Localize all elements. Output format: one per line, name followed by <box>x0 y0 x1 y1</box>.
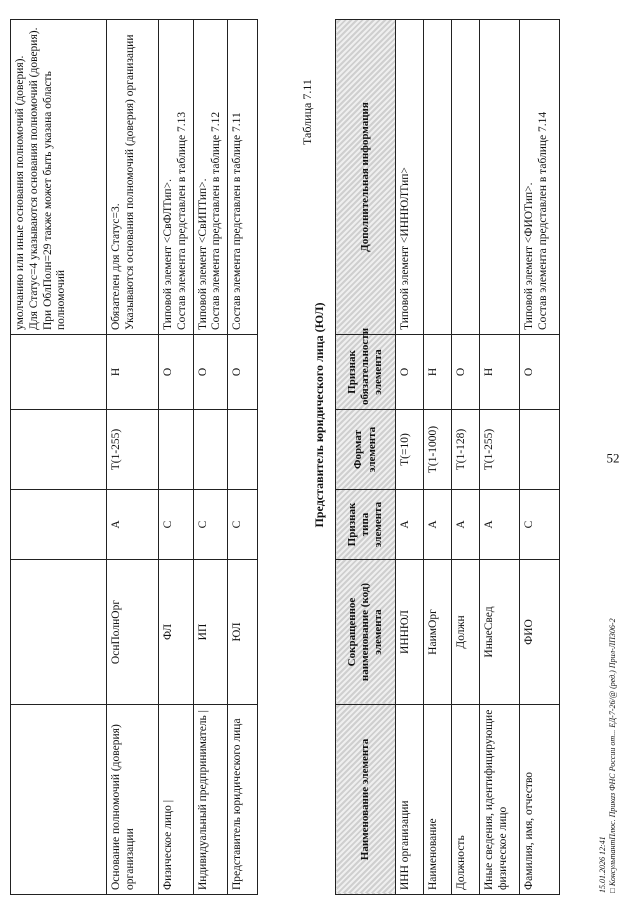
cell-name <box>11 705 107 895</box>
legal-entity-representative-table <box>335 19 560 895</box>
cell-info: Типовой элемент <ИННЮЛТип> <box>396 20 424 335</box>
cell-info: Типовой элемент <ФИОТип>. Состав элемента представлен в таблице 7.14 <box>520 20 560 335</box>
cell-code: Должн <box>452 560 480 705</box>
cell-format: T(1-255) <box>107 410 159 490</box>
cell-type: А <box>424 490 452 560</box>
cell-info: Обязателен для Статус=3. Указываются основания полномочий (доверия) организации <box>107 20 159 335</box>
cell-format: T(1-1000) <box>424 410 452 490</box>
footer-line-source: □ КонсультантПлюс. Приказ ФНС России от... ЕД-7-26/@ (ред.) Прил-ЛП306-2 <box>608 618 617 893</box>
cell-info <box>424 20 452 335</box>
table-row <box>11 20 107 895</box>
header-name: Наименование элемента <box>336 705 396 895</box>
cell-format: T(=10) <box>396 410 424 490</box>
cell-name: Наименование <box>424 705 452 895</box>
cell-code: ИП <box>193 560 228 705</box>
cell-name: Индивидуальный предприниматель | <box>193 705 228 895</box>
cell-type: А <box>107 490 159 560</box>
cell-type: С <box>228 490 258 560</box>
cell-code: НаимОрг <box>424 560 452 705</box>
header-code: Сокращенное наименование (код) элемента <box>336 560 396 705</box>
cell-required <box>11 335 107 410</box>
cell-info <box>480 20 520 335</box>
cell-name: Иные сведения, идентифицирующие физическое лицо <box>480 705 520 895</box>
section-title: Представитель юридического лица (ЮЛ) <box>312 302 326 528</box>
cell-required: О <box>452 335 480 410</box>
table-row <box>480 20 520 895</box>
cell-required: Н <box>424 335 452 410</box>
cell-info: Типовой элемент <СвИПТип>. Состав элемента представлен в таблице 7.12 <box>193 20 228 335</box>
table-row <box>424 20 452 895</box>
cell-format <box>11 410 107 490</box>
cell-name: Фамилия, имя, отчество <box>520 705 560 895</box>
table-row <box>452 20 480 895</box>
cell-format <box>159 410 194 490</box>
cell-format <box>520 410 560 490</box>
cell-code <box>11 560 107 705</box>
table-row <box>228 20 258 895</box>
cell-required: О <box>396 335 424 410</box>
cell-name: Физическое лицо | <box>159 705 194 895</box>
table-row <box>107 20 159 895</box>
table-row <box>193 20 228 895</box>
cell-format <box>193 410 228 490</box>
cell-required: Н <box>107 335 159 410</box>
cell-format: T(1-255) <box>480 410 520 490</box>
cell-info: Типовой элемент <СвФЛТип>. Состав элемента представлен в таблице 7.13 <box>159 20 194 335</box>
cell-info <box>452 20 480 335</box>
cell-format: T(1-128) <box>452 410 480 490</box>
cell-type: А <box>480 490 520 560</box>
cell-required: Н <box>480 335 520 410</box>
cell-info: Состав элемента представлен в таблице 7.11 <box>228 20 258 335</box>
cell-required: О <box>193 335 228 410</box>
table-caption: Таблица 7.11 <box>300 79 314 145</box>
cell-code: ОснПолнОрг <box>107 560 159 705</box>
cell-type: А <box>396 490 424 560</box>
cell-type <box>11 490 107 560</box>
footer-line-date: 15.01.2026 12:41 <box>598 836 607 893</box>
cell-format <box>228 410 258 490</box>
cell-required: О <box>228 335 258 410</box>
table-row <box>520 20 560 895</box>
cell-name: ИНН организации <box>396 705 424 895</box>
continued-elements-table <box>10 19 258 895</box>
footer-stamp <box>598 618 618 893</box>
cell-code: ФЛ <box>159 560 194 705</box>
cell-type: С <box>520 490 560 560</box>
page-number: 52 <box>606 450 620 466</box>
cell-type: С <box>193 490 228 560</box>
table-header-row <box>336 20 396 895</box>
cell-required: О <box>520 335 560 410</box>
cell-code: ИныеСвед <box>480 560 520 705</box>
cell-name: Представитель юридического лица <box>228 705 258 895</box>
cell-name: Основание полномочий (доверия) организации <box>107 705 159 895</box>
cell-code: ФИО <box>520 560 560 705</box>
cell-required: О <box>159 335 194 410</box>
header-required: Признак обязательности элемента <box>336 335 396 410</box>
cell-type: С <box>159 490 194 560</box>
cell-code: ИННЮЛ <box>396 560 424 705</box>
cell-info: умолчанию или иные основания полномочий (доверия). Для Статус=4 указываются основания полномочий (доверия). При ОблПолн=29 также может быть указана область полномочий <box>11 20 107 335</box>
cell-type: А <box>452 490 480 560</box>
header-type: Признак типа элемента <box>336 490 396 560</box>
table-row <box>396 20 424 895</box>
cell-name: Должность <box>452 705 480 895</box>
table-row <box>159 20 194 895</box>
header-format: Формат элемента <box>336 410 396 490</box>
cell-code: ЮЛ <box>228 560 258 705</box>
header-info: Дополнительная информация <box>336 20 396 335</box>
